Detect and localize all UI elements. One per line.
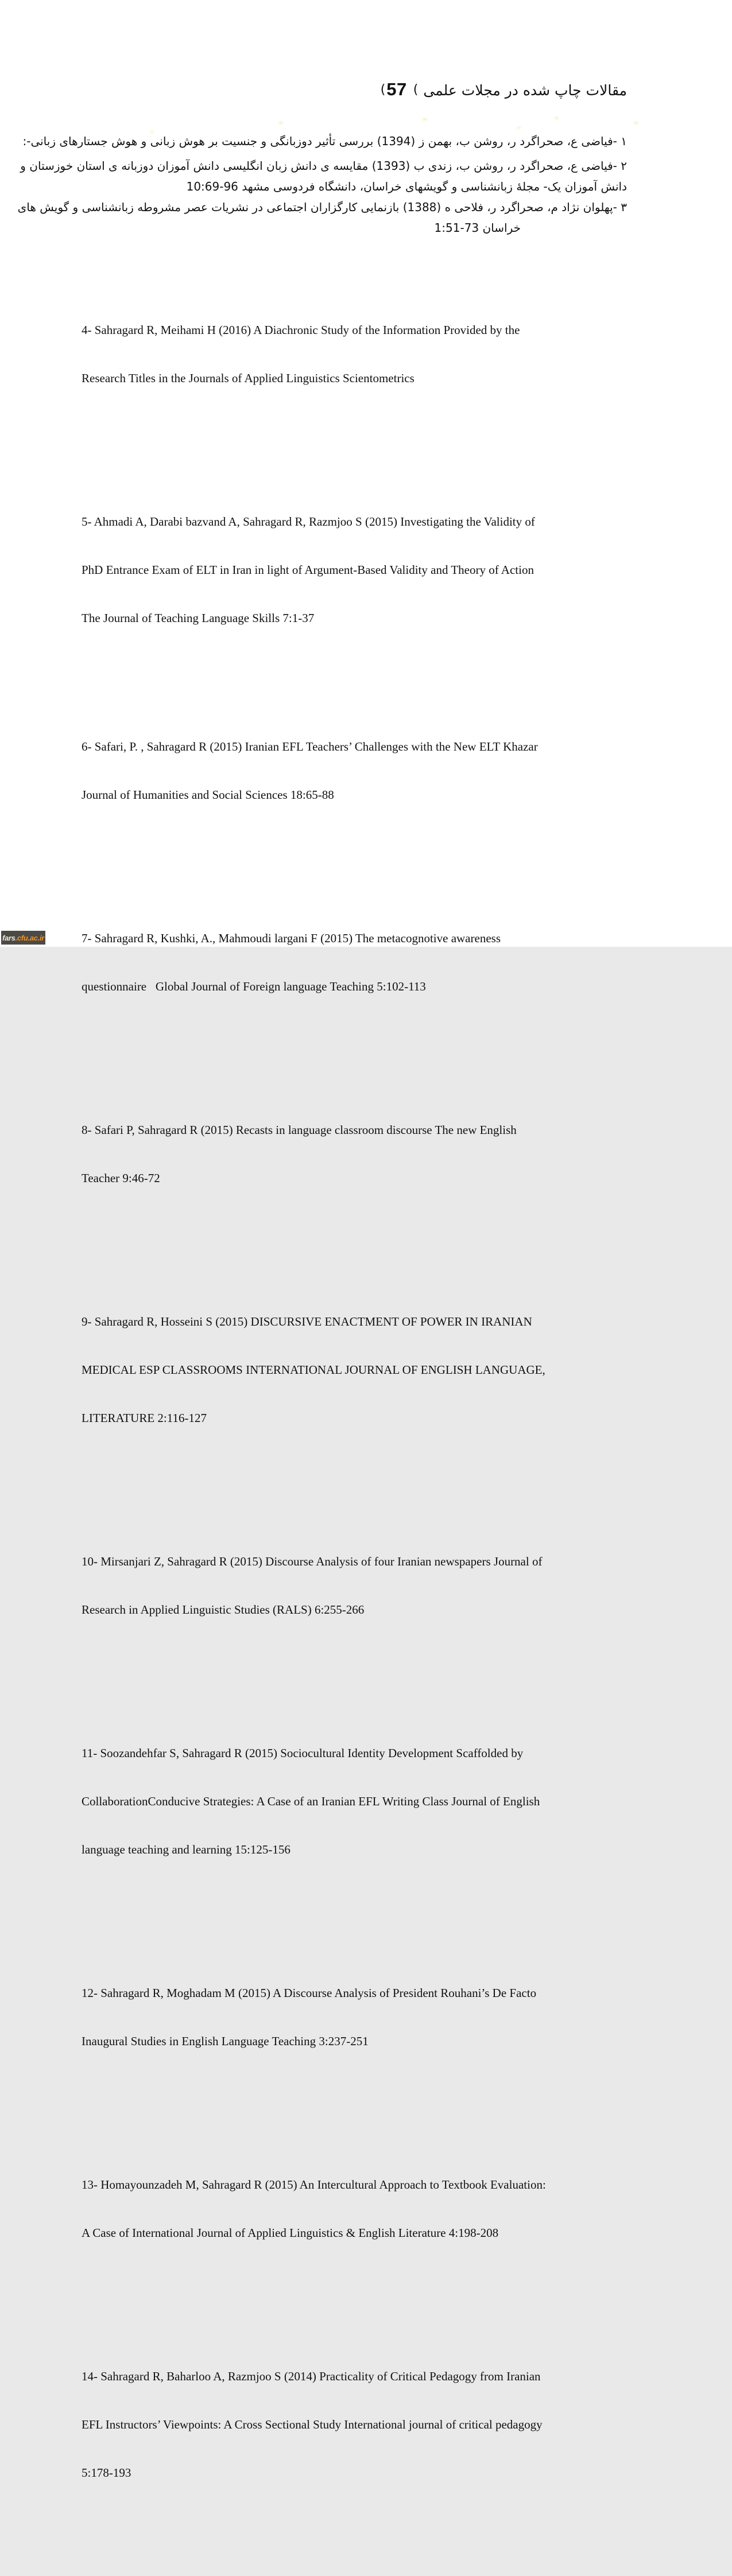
title-paren-left: ( — [380, 83, 386, 97]
publication-entry-14 — [82, 2336, 650, 2513]
entry-line: 14- Sahragard R, Baharloo A, Razmjoo S (2014) Practicality of Critical Pedagogy from Iranian — [82, 2369, 541, 2383]
entry-line: 5- Ahmadi A, Darabi bazvand A, Sahragard R, Razmjoo S (2015) Investigating the Validity of — [82, 515, 535, 529]
entry-line: MEDICAL ESP CLASSROOMS INTERNATIONAL JOURNAL OF ENGLISH LANGUAGE, — [82, 1363, 545, 1377]
entry-line: A Case of International Journal of Applied Linguistics & English Literature 4:198-208 — [82, 2226, 499, 2240]
scan-artifact — [517, 127, 521, 129]
scan-artifact — [279, 122, 283, 124]
publication-entry-8 — [82, 1090, 650, 1218]
entry-line: EFL Instructors’ Viewpoints: A Cross Sectional Study International journal of critical pedagogy — [82, 2418, 543, 2431]
publication-entry-5 — [82, 481, 650, 658]
publication-entry-11 — [82, 1713, 650, 1890]
page-title — [381, 79, 627, 100]
entry-line: LITERATURE 2:116-127 — [82, 1411, 207, 1425]
entry-line: 9- Sahragard R, Hosseini S (2015) DISCURSIVE ENACTMENT OF POWER IN IRANIAN — [82, 1315, 532, 1328]
publication-entry-2-line: دانش آموزان یک- مجلۀ زبانشناسی و گویشهای خراسان، دانشگاه فردوسی مشهد 96-10:69 — [186, 180, 627, 193]
site-watermark — [1, 931, 45, 945]
entry-line: 4- Sahragard R, Meihami H (2016) A Diachronic Study of the Information Provided by the — [82, 323, 520, 337]
watermark-site-name: fars — [2, 933, 16, 942]
publications-list-fa — [17, 131, 627, 238]
entry-line: 6- Safari, P. , Sahragard R (2015) Iranian EFL Teachers’ Challenges with the New ELT Khazar — [82, 740, 538, 753]
publication-entry-6 — [82, 706, 650, 835]
entry-line: 7- Sahragard R, Kushki, A., Mahmoudi largani F (2015) The metacognotive awareness — [82, 931, 501, 945]
entry-line: Research Titles in the Journals of Applied Linguistics Scientometrics — [82, 371, 415, 385]
entry-line: questionnaire Global Journal of Foreign language Teaching 5:102-113 — [82, 980, 426, 993]
watermark-domain-suffix: .cfu.ac.ir — [15, 933, 45, 942]
publication-entry-9 — [82, 1281, 650, 1458]
entry-line: Journal of Humanities and Social Sciences 18:65-88 — [82, 788, 334, 802]
publication-entry-3-line: ۳ -پهلوان نژاد م، صحراگرد ر، فلاحی ه (1388) بازنمایی کارگزاران اجتماعی در نشریات عصر مشروطه زبانشناسی و گویش های — [17, 200, 627, 214]
entry-line: 13- Homayounzadeh M, Sahragard R (2015) An Intercultural Approach to Textbook Evaluation: — [82, 2178, 546, 2192]
entry-line: Teacher 9:46-72 — [82, 1171, 160, 1185]
publication-entry-2-line: ۲ -فیاضی ع، صحراگرد ر، روشن ب، زندی ب (1393) مقایسه ی دانش زبان انگلیسی دانش آموزان دوزبانه ی استان خوزستان و — [20, 159, 627, 173]
publication-entry-7 — [82, 898, 650, 1027]
title-paren-right: ( — [413, 83, 419, 97]
publication-entry-4 — [82, 290, 650, 418]
entry-line: 5:178-193 — [82, 2466, 131, 2480]
entry-line: 10- Mirsanjari Z, Sahragard R (2015) Discourse Analysis of four Iranian newspapers Journal of — [82, 1555, 543, 1568]
scan-artifact — [423, 118, 427, 121]
entry-line: PhD Entrance Exam of ELT in Iran in light of Argument-Based Validity and Theory of Action — [82, 563, 534, 577]
entry-line: The Journal of Teaching Language Skills 7:1-37 — [82, 611, 315, 625]
entry-line: CollaborationConducive Strategies: A Case of an Iranian EFL Writing Class Journal of English — [82, 1794, 540, 1808]
title-text: مقالات چاپ شده در مجلات علمی — [423, 82, 627, 99]
entry-line: Research in Applied Linguistic Studies (RALS) 6:255-266 — [82, 1603, 365, 1617]
title-count: 57 — [386, 79, 407, 99]
entry-line: language teaching and learning 15:125-156 — [82, 1843, 291, 1856]
publication-entry-3-line: خراسان 73-1:51 — [434, 221, 521, 235]
scan-artifact — [555, 117, 559, 119]
publication-entry-13 — [82, 2144, 650, 2273]
entry-line: 12- Sahragard R, Moghadam M (2015) A Discourse Analysis of President Rouhani’s De Facto — [82, 1986, 537, 2000]
publication-entry-1-line: ۱ -فیاضی ع، صحراگرد ر، روشن ب، بهمن ز (1394) بررسی تأثیر دوزبانگی و جنسیت بر هوش زبانی و هوش جستارهای زبانی-: — [22, 134, 627, 148]
entry-line: 8- Safari P, Sahragard R (2015) Recasts in language classroom discourse The new English — [82, 1123, 517, 1137]
publication-entry-12 — [82, 1953, 650, 2081]
publication-entry-10 — [82, 1521, 650, 1650]
publications-list-en — [82, 242, 650, 2576]
entry-line: 11- Soozandehfar S, Sahragard R (2015) Sociocultural Identity Development Scaffolded by — [82, 1746, 524, 1760]
scan-artifact — [634, 122, 638, 124]
entry-line: Inaugural Studies in English Language Teaching 3:237-251 — [82, 2034, 369, 2048]
